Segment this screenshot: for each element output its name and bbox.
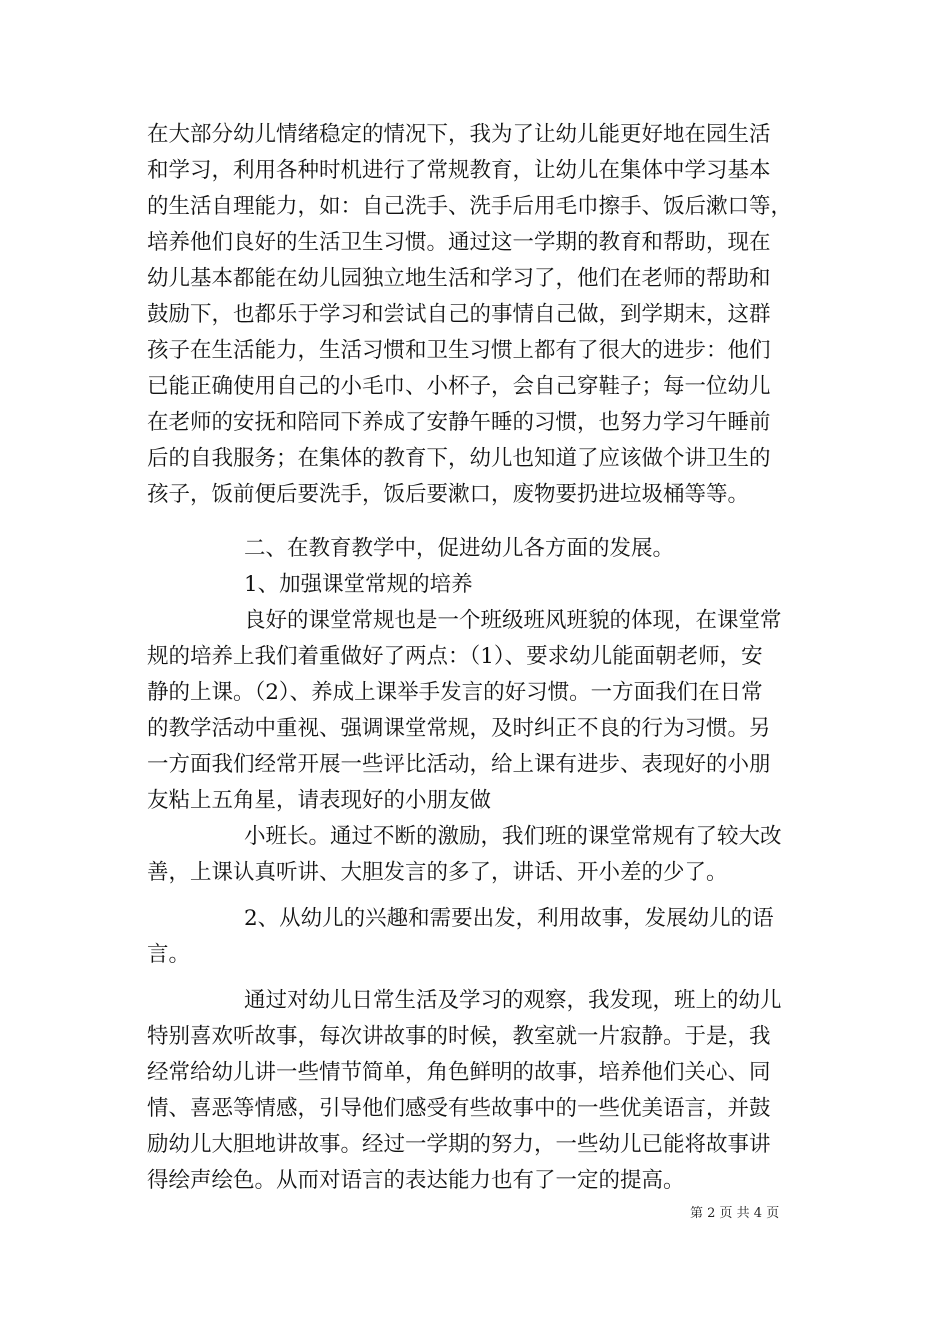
text-line: 静的上课。（2）、养成上课举手发言的好习惯。一方面我们在日常 (147, 680, 763, 705)
subsection-heading: 1、加强课堂常规的培养 (244, 572, 473, 597)
text-line: 善，上课认真听讲、大胆发言的多了，讲话、开小差的少了。 (147, 860, 728, 885)
text-line: 小班长。通过不断的激励，我们班的课堂常规有了较大改 (244, 824, 782, 849)
text-line: 后的自我服务；在集体的教育下，幼儿也知道了应该做个讲卫生的 (147, 446, 771, 471)
text-line: 良好的课堂常规也是一个班级班风班貌的体现，在课堂常 (244, 608, 782, 633)
text-line: 的教学活动中重视、强调课堂常规，及时纠正不良的行为习惯。另 (147, 716, 771, 741)
text-line: 情、喜恶等情感，引导他们感受有些故事中的一些优美语言，并鼓 (147, 1096, 771, 1121)
text-line: 得绘声绘色。从而对语言的表达能力也有了一定的提高。 (147, 1168, 685, 1193)
text-line: 孩子在生活能力，生活习惯和卫生习惯上都有了很大的进步：他们 (147, 338, 771, 363)
text-line: 在老师的安抚和陪同下养成了安静午睡的习惯，也努力学习午睡前 (147, 410, 771, 435)
text-line: 经常给幼儿讲一些情节简单，角色鲜明的故事，培养他们关心、同 (147, 1060, 771, 1085)
text-line: 的生活自理能力，如：自己洗手、洗手后用毛巾擦手、饭后漱口等， (147, 194, 793, 219)
text-line: 一方面我们经常开展一些评比活动，给上课有进步、表现好的小朋 (147, 752, 771, 777)
section-heading: 二、在教育教学中，促进幼儿各方面的发展。 (244, 536, 675, 561)
text-line: 幼儿基本都能在幼儿园独立地生活和学习了，他们在老师的帮助和 (147, 266, 771, 291)
text-line: 孩子，饭前便后要洗手，饭后要漱口，废物要扔进垃圾桶等等。 (147, 482, 750, 507)
text-line: 通过对幼儿日常生活及学习的观察，我发现，班上的幼儿 (244, 988, 782, 1013)
page-number-footer: 第 2 页 共 4 页 (690, 1206, 780, 1221)
text-line: 特别喜欢听故事，每次讲故事的时候，教室就一片寂静。于是，我 (147, 1024, 771, 1049)
text-line: 言。 (147, 942, 191, 967)
text-line: 已能正确使用自己的小毛巾、小杯子，会自己穿鞋子；每一位幼儿 (147, 374, 771, 399)
text-line: 在大部分幼儿情绪稳定的情况下，我为了让幼儿能更好地在园生活 (147, 122, 771, 147)
text-line: 和学习，利用各种时机进行了常规教育，让幼儿在集体中学习基本 (147, 158, 771, 183)
subsection-heading: 2、从幼儿的兴趣和需要出发，利用故事，发展幼儿的语 (244, 906, 774, 931)
text-line: 培养他们良好的生活卫生习惯。通过这一学期的教育和帮助，现在 (147, 230, 771, 255)
text-line: 规的培养上我们着重做好了两点：（1）、要求幼儿能面朝老师，安 (147, 644, 763, 669)
text-line: 鼓励下，也都乐于学习和尝试自己的事情自己做，到学期末，这群 (147, 302, 771, 327)
text-line: 友粘上五角星，请表现好的小朋友做 (147, 788, 492, 813)
text-line: 励幼儿大胆地讲故事。经过一学期的努力，一些幼儿已能将故事讲 (147, 1132, 771, 1157)
